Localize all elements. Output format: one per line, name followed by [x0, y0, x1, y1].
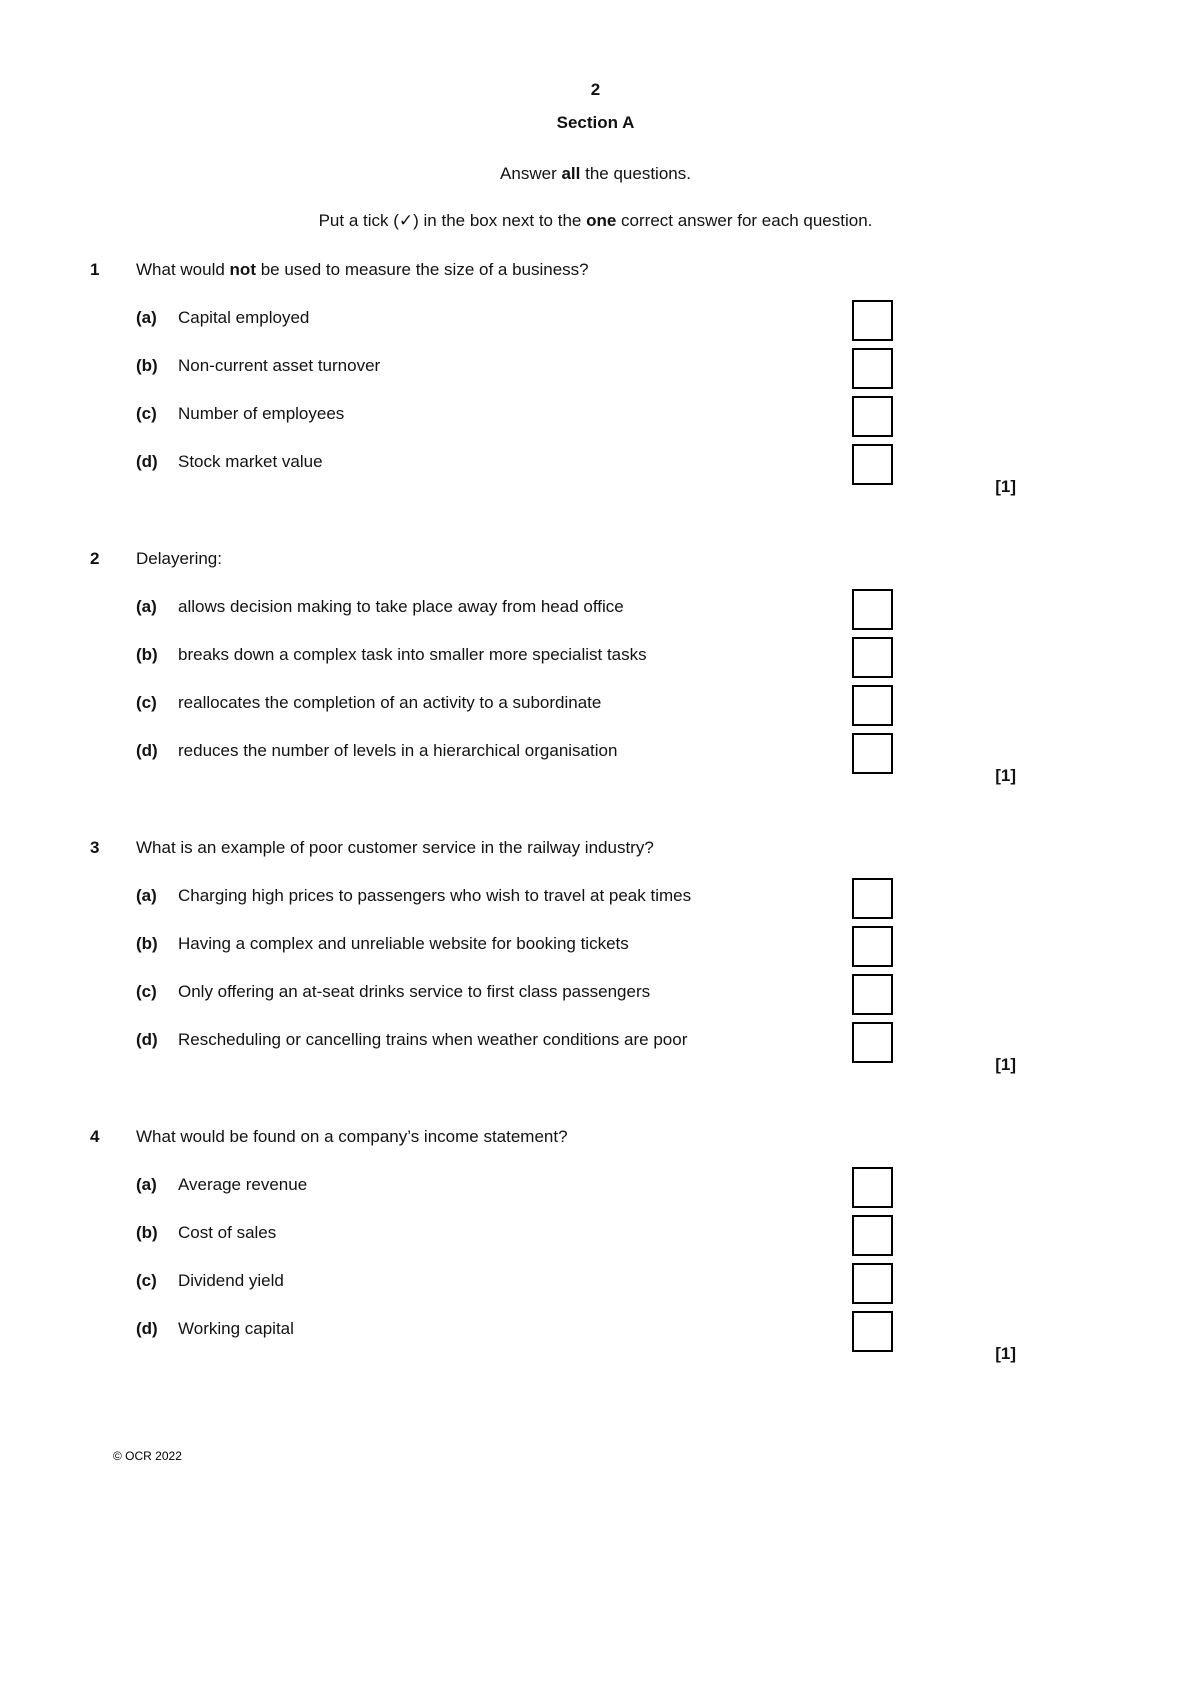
marks-label: [1] [995, 1344, 1016, 1363]
question-number: 2 [90, 549, 100, 568]
option-letter: (b) [136, 934, 158, 953]
instruction-text: Put a tick (✓) in the box next to the [318, 211, 587, 230]
instruction-tick-box [0, 211, 1191, 231]
stem-text: be used to measure the size of a business? [255, 260, 589, 279]
stem-text: What is an example of poor customer service in the railway industry? [136, 838, 654, 857]
question-number: 3 [90, 838, 100, 857]
option-text: Number of employees [178, 404, 345, 423]
option-text: Only offering an at-seat drinks service to first class passengers [178, 982, 651, 1001]
option-text: Working capital [178, 1319, 294, 1338]
question-stem-row [0, 838, 1191, 858]
option-letter: (d) [136, 1319, 158, 1338]
option-letter: (a) [136, 308, 157, 327]
option-row-d [0, 452, 1191, 472]
answer-checkbox[interactable] [852, 926, 893, 967]
instruction-bold: one [586, 211, 617, 230]
section-title: Section A [556, 113, 635, 132]
stem-text: Delayering: [136, 549, 222, 568]
question-stem [136, 549, 222, 568]
question-number: 1 [90, 260, 100, 279]
question-number: 4 [90, 1127, 100, 1146]
marks-row [0, 477, 1191, 497]
answer-checkbox[interactable] [852, 589, 893, 630]
answer-checkbox[interactable] [852, 1215, 893, 1256]
stem-text: What would [136, 260, 230, 279]
instruction-bold: all [561, 164, 581, 183]
option-letter: (c) [136, 693, 157, 712]
instruction-text: correct answer for each question. [616, 211, 873, 230]
marks-row [0, 1055, 1191, 1075]
marks-row [0, 766, 1191, 786]
instruction-text: Answer [500, 164, 562, 183]
answer-checkbox[interactable] [852, 300, 893, 341]
option-letter: (c) [136, 404, 157, 423]
option-letter: (d) [136, 741, 158, 760]
option-text: Rescheduling or cancelling trains when weather conditions are poor [178, 1030, 688, 1049]
question-stem [136, 260, 589, 279]
stem-bold: not [229, 260, 256, 279]
option-text: Capital employed [178, 308, 310, 327]
question-stem [136, 1127, 568, 1146]
answer-checkbox[interactable] [852, 974, 893, 1015]
option-row-d [0, 1030, 1191, 1050]
question-stem-row [0, 1127, 1191, 1147]
answer-checkbox[interactable] [852, 1167, 893, 1208]
question-stem-row [0, 549, 1191, 569]
option-letter: (a) [136, 1175, 157, 1194]
option-row-b [0, 934, 1191, 954]
option-letter: (c) [136, 982, 157, 1001]
option-row-a [0, 886, 1191, 906]
option-letter: (b) [136, 1223, 158, 1242]
marks-label: [1] [995, 477, 1016, 496]
option-letter: (d) [136, 1030, 158, 1049]
option-text: breaks down a complex task into smaller more specialist tasks [178, 645, 647, 664]
option-letter: (c) [136, 1271, 157, 1290]
answer-checkbox[interactable] [852, 1263, 893, 1304]
option-text: reduces the number of levels in a hierarchical organisation [178, 741, 618, 760]
option-row-c [0, 1271, 1191, 1291]
instruction-text: the questions. [580, 164, 691, 183]
option-text: allows decision making to take place away from head office [178, 597, 624, 616]
option-row-a [0, 1175, 1191, 1195]
option-row-c [0, 404, 1191, 424]
answer-checkbox[interactable] [852, 637, 893, 678]
question-2 [0, 549, 1191, 786]
option-letter: (b) [136, 645, 158, 664]
option-text: Average revenue [178, 1175, 308, 1194]
footer-copyright: © OCR 2022 [113, 1449, 182, 1463]
marks-label: [1] [995, 1055, 1016, 1074]
page-header [0, 0, 1191, 231]
answer-checkbox[interactable] [852, 878, 893, 919]
option-text: Non-current asset turnover [178, 356, 381, 375]
answer-checkbox[interactable] [852, 348, 893, 389]
option-letter: (a) [136, 597, 157, 616]
option-text: Charging high prices to passengers who wish to travel at peak times [178, 886, 692, 905]
question-4 [0, 1127, 1191, 1364]
question-stem [136, 838, 654, 857]
option-row-d [0, 741, 1191, 761]
question-stem-row [0, 260, 1191, 280]
option-row-c [0, 693, 1191, 713]
option-letter: (b) [136, 356, 158, 375]
answer-checkbox[interactable] [852, 685, 893, 726]
option-text: Dividend yield [178, 1271, 284, 1290]
option-letter: (a) [136, 886, 157, 905]
marks-label: [1] [995, 766, 1016, 785]
answer-checkbox[interactable] [852, 396, 893, 437]
question-1 [0, 260, 1191, 497]
marks-row [0, 1344, 1191, 1364]
option-row-b [0, 356, 1191, 376]
option-row-a [0, 308, 1191, 328]
option-text: Stock market value [178, 452, 323, 471]
stem-text: What would be found on a company’s income statement? [136, 1127, 568, 1146]
option-text: Cost of sales [178, 1223, 277, 1242]
option-row-b [0, 645, 1191, 665]
question-3 [0, 838, 1191, 1075]
option-text: reallocates the completion of an activity to a subordinate [178, 693, 602, 712]
option-row-c [0, 982, 1191, 1002]
option-row-a [0, 597, 1191, 617]
option-row-d [0, 1319, 1191, 1339]
option-letter: (d) [136, 452, 158, 471]
page-number: 2 [590, 80, 601, 99]
option-text: Having a complex and unreliable website for booking tickets [178, 934, 629, 953]
instruction-answer-all [0, 164, 1191, 184]
option-row-b [0, 1223, 1191, 1243]
